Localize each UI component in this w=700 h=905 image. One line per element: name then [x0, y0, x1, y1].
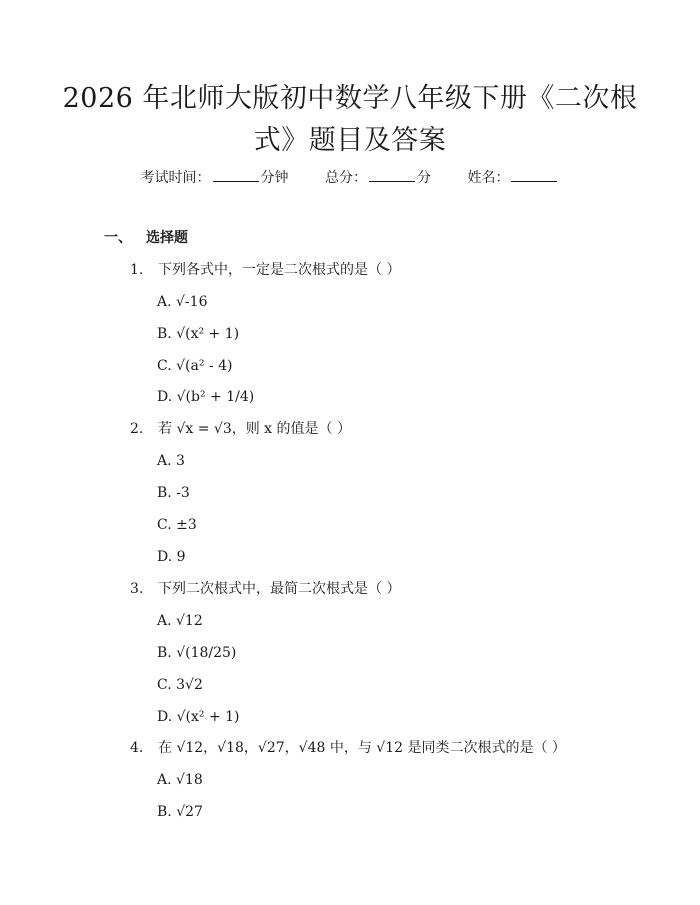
question-text: 在 √12，√18，√27，√48 中，与 √12 是同类二次根式的是（ ） [158, 740, 566, 756]
total-score-unit: 分 [417, 170, 431, 186]
question-number: 1. [130, 262, 144, 278]
document-title: 2026 年北师大版初中数学八年级下册《二次根式》题目及答案 [62, 83, 638, 156]
section-title: 选择题 [146, 230, 188, 246]
question-text: 下列二次根式中，最简二次根式是（ ） [158, 581, 401, 597]
q3-option-d: D. √(x² + 1) [157, 709, 240, 725]
q4-option-b: B. √27 [157, 804, 203, 820]
q2-option-a: A. 3 [157, 453, 185, 469]
q3-option-c: C. 3√2 [157, 677, 203, 693]
total-score [325, 170, 435, 186]
student-name-label: 姓名： [467, 170, 510, 186]
q1-option-d: D. √(b² + 1/4) [157, 389, 255, 405]
q1-option-b: B. √(x² + 1) [157, 326, 240, 342]
student-name [467, 170, 559, 186]
exam-time-label: 考试时间： [140, 170, 211, 186]
q4-option-a: A. √18 [157, 772, 203, 788]
q2-option-d: D. 9 [157, 549, 186, 565]
exam-time-unit: 分钟 [260, 170, 289, 186]
q3-option-a: A. √12 [157, 613, 203, 629]
exam-info-line [0, 168, 700, 188]
q3-option-b: B. √(18/25) [157, 645, 237, 661]
question-number: 4. [130, 740, 144, 756]
question-4 [130, 738, 566, 758]
question-text: 若 √x = √3，则 x 的值是（ ） [158, 421, 351, 437]
question-text: 下列各式中，一定是二次根式的是（ ） [158, 262, 401, 278]
section-number: 一、 [104, 230, 132, 246]
section-heading [104, 228, 188, 248]
q2-option-b: B. -3 [157, 485, 190, 501]
question-1 [130, 260, 400, 280]
question-3 [130, 579, 400, 599]
student-name-blank[interactable] [511, 168, 557, 182]
exam-time-blank[interactable] [213, 168, 259, 182]
question-number: 3. [130, 581, 144, 597]
q1-option-c: C. √(a² - 4) [157, 358, 233, 374]
question-number: 2. [130, 421, 144, 437]
total-score-label: 总分： [325, 170, 367, 186]
exam-time [141, 170, 293, 186]
question-2 [130, 419, 351, 439]
total-score-blank[interactable] [369, 168, 415, 182]
q2-option-c: C. ±3 [157, 517, 197, 533]
q1-option-a: A. √-16 [157, 294, 208, 310]
